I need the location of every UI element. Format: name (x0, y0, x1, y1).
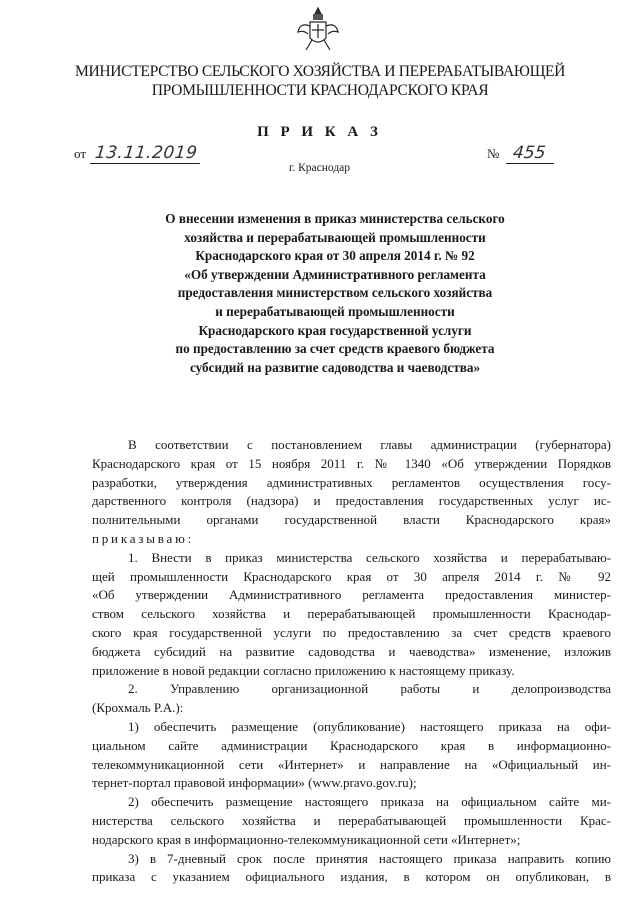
date-prefix: от (74, 146, 87, 161)
title-line: субсидий на развитие садоводства и чаеводства» (189, 359, 481, 375)
title-line: и перерабатывающей промышленности (215, 303, 455, 319)
body-line: дарственного контроля (надзора) и предоставления государственных услуг ис- (92, 493, 611, 509)
city: г. Краснодар (288, 162, 351, 174)
body-line: щей промышленности Краснодарского края от 30 апреля 2014 г. № 92 (92, 568, 611, 584)
date-row (74, 143, 202, 164)
body-line: 1) обеспечить размещение (опубликование) настоящего приказа на офи- (128, 718, 611, 734)
body-line: (Крохмаль Р.А.): (92, 700, 184, 716)
body-line: ского края государственной услуги по предоставлению за счет средств краевого (92, 624, 611, 640)
title-line: Краснодарского края государственной услуги (198, 322, 472, 338)
ministry-line-2: ПРОМЫШЛЕННОСТИ КРАСНОДАРСКОГО КРАЯ (151, 82, 489, 99)
body-line: циальном сайте администрации Краснодарского края в информационно- (92, 737, 611, 753)
title-line: предоставления министерством сельского хозяйства (177, 285, 493, 301)
document-type: П Р И К А З (257, 124, 382, 140)
body-line: нистерства сельского хозяйства и перерабатывающей промышленности Крас- (92, 812, 611, 828)
body-line: 2. Управлению организационной работы и делопроизводства (128, 681, 611, 697)
body-line: «Об утверждении Административного регламента предоставления министер- (92, 587, 611, 603)
handwritten-number: 455 (506, 143, 557, 164)
body-line: В соответствии с постановлением главы администрации (губернатора) (128, 437, 611, 452)
body-line: разработки, утверждения административных регламентов осуществления госу- (92, 474, 611, 490)
body-line: нодарского края в информационно-телекоммуникационной сети «Интернет»; (92, 831, 521, 847)
title-line: по предоставлению за счет средств краевого бюджета (175, 341, 495, 357)
title-line: «Об утверждении Административного регламента (184, 266, 486, 282)
document-body (92, 436, 611, 887)
body-line: 1. Внести в приказ министерства сельского хозяйства и перерабатываю- (128, 549, 611, 565)
handwritten-date: 13.11.2019 (90, 143, 203, 164)
body-line: приказываю: (92, 530, 195, 546)
ministry-name (20, 62, 620, 100)
body-line: бюджета субсидий на развитие садоводства и чаеводства» изменение, изложив (92, 643, 611, 659)
number-row (487, 143, 555, 164)
title-line: Краснодарского края от 30 апреля 2014 г. № 92 (195, 248, 475, 264)
body-line: тернет-портал правовой информации» (www.pravo.gov.ru); (92, 775, 417, 791)
title-line: хозяйства и перерабатывающей промышленности (184, 229, 486, 245)
body-line: приказа с указанием официального издания, в котором он опубликован, в (92, 869, 611, 885)
ministry-line-1: МИНИСТЕРСТВО СЕЛЬСКОГО ХОЗЯЙСТВА И ПЕРЕРАБАТЫВАЮЩЕЙ (74, 63, 566, 80)
body-line: 2) обеспечить размещение настоящего приказа на официальном сайте ми- (128, 794, 611, 810)
coat-of-arms-icon (296, 4, 340, 54)
body-line: Краснодарского края от 15 ноября 2011 г. № 1340 «Об утверждении Порядков (92, 455, 611, 471)
body-line: полнительными органами государственной власти Краснодарского края» (92, 512, 611, 528)
body-line: 3) в 7-дневный срок после принятия настоящего приказа направить копию (128, 850, 611, 866)
document-title (140, 210, 530, 377)
body-line: ством сельского хозяйства и перерабатывающей промышленности Краснодар- (92, 606, 611, 622)
title-line: О внесении изменения в приказ министерства сельского (165, 211, 505, 226)
number-prefix: № (487, 146, 500, 161)
body-line: телекоммуникационной сети «Интернет» и направление на «Официальный ин- (92, 756, 611, 772)
body-line: приложение в новой редакции согласно приложению к настоящему приказу. (92, 662, 515, 678)
